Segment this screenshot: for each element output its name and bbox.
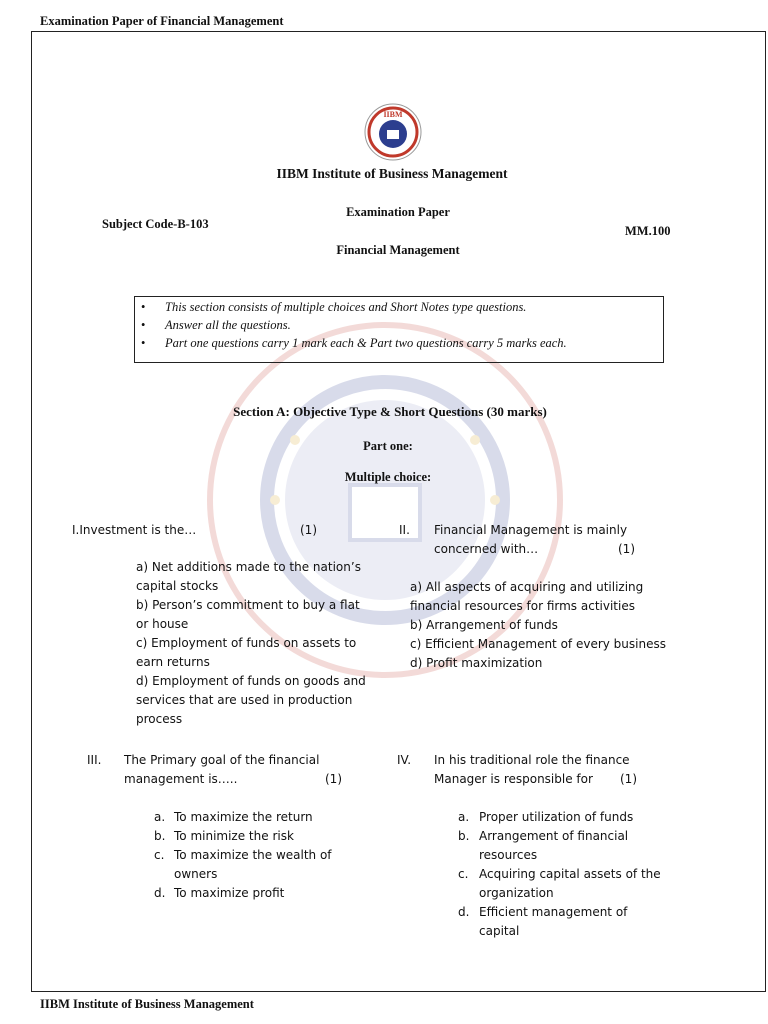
option-a: a. To maximize the return: [154, 810, 313, 824]
option-a: a) Net additions made to the nation’s capital stocks: [136, 560, 361, 593]
option-b: b. Arrangement of financial resources: [458, 829, 629, 862]
question-text: Financial Management is mainly concerned with…: [434, 523, 628, 556]
logo-text: IIBM: [383, 110, 403, 119]
question-1-options: [136, 558, 368, 729]
option-a: a) All aspects of acquiring and utilizing financial resources for firms activities: [410, 580, 644, 613]
option-c: c. Acquiring capital assets of the organization: [458, 867, 661, 900]
question-3-options: [154, 808, 354, 903]
instructions-box: [134, 296, 664, 363]
question-marks: (1): [620, 772, 637, 786]
option-d: d. Efficient management of capital: [458, 905, 628, 938]
question-1: [72, 521, 196, 540]
subject-code: Subject Code-B-103: [102, 217, 209, 231]
question-text: In his traditional role the finance Manager is responsible for: [434, 753, 630, 786]
instruction-item: • Part one questions carry 1 mark each & Part two questions carry 5 marks each.: [165, 336, 567, 351]
question-number: III.: [87, 753, 102, 767]
question-marks: (1): [300, 523, 317, 537]
question-marks: (1): [325, 772, 342, 786]
option-d: d. To maximize profit: [154, 886, 285, 900]
question-2-options: [410, 578, 675, 673]
option-b: b) Arrangement of funds: [410, 618, 558, 632]
question-text: The Primary goal of the financial management is…..: [124, 753, 320, 786]
question-number: I.: [72, 523, 80, 537]
option-d: d) Employment of funds on goods and services that are used in production process: [136, 674, 366, 726]
max-marks: MM.100: [625, 224, 671, 238]
option-c: c. To maximize the wealth of owners: [154, 848, 332, 881]
option-b: b. To minimize the risk: [154, 829, 294, 843]
question-text: Investment is the…: [79, 523, 197, 537]
instruction-item: • This section consists of multiple choices and Short Notes type questions.: [165, 300, 526, 315]
iibm-seal-icon: [364, 103, 422, 161]
option-a: a. Proper utilization of funds: [458, 810, 634, 824]
option-d: d) Profit maximization: [410, 656, 543, 670]
page-footer: IIBM Institute of Business Management: [40, 997, 254, 1011]
question-4-options: [458, 808, 670, 941]
option-b: b) Person’s commitment to buy a flat or house: [136, 598, 360, 631]
option-c: c) Efficient Management of every business: [410, 637, 666, 651]
question-marks: (1): [618, 542, 635, 556]
page-header: Examination Paper of Financial Management: [40, 14, 284, 28]
subject-name: Financial Management: [336, 243, 460, 257]
part-type: Multiple choice:: [344, 470, 432, 484]
part-title: Part one:: [363, 439, 413, 453]
section-title: Section A: Objective Type & Short Questions (30 marks): [233, 404, 547, 419]
question-number: IV.: [397, 753, 412, 767]
institute-name: IIBM Institute of Business Management: [276, 166, 508, 181]
option-c: c) Employment of funds on assets to earn returns: [136, 636, 357, 669]
question-number: II.: [399, 523, 410, 537]
exam-paper-title: Examination Paper: [346, 205, 450, 219]
instruction-item: • Answer all the questions.: [165, 318, 291, 333]
